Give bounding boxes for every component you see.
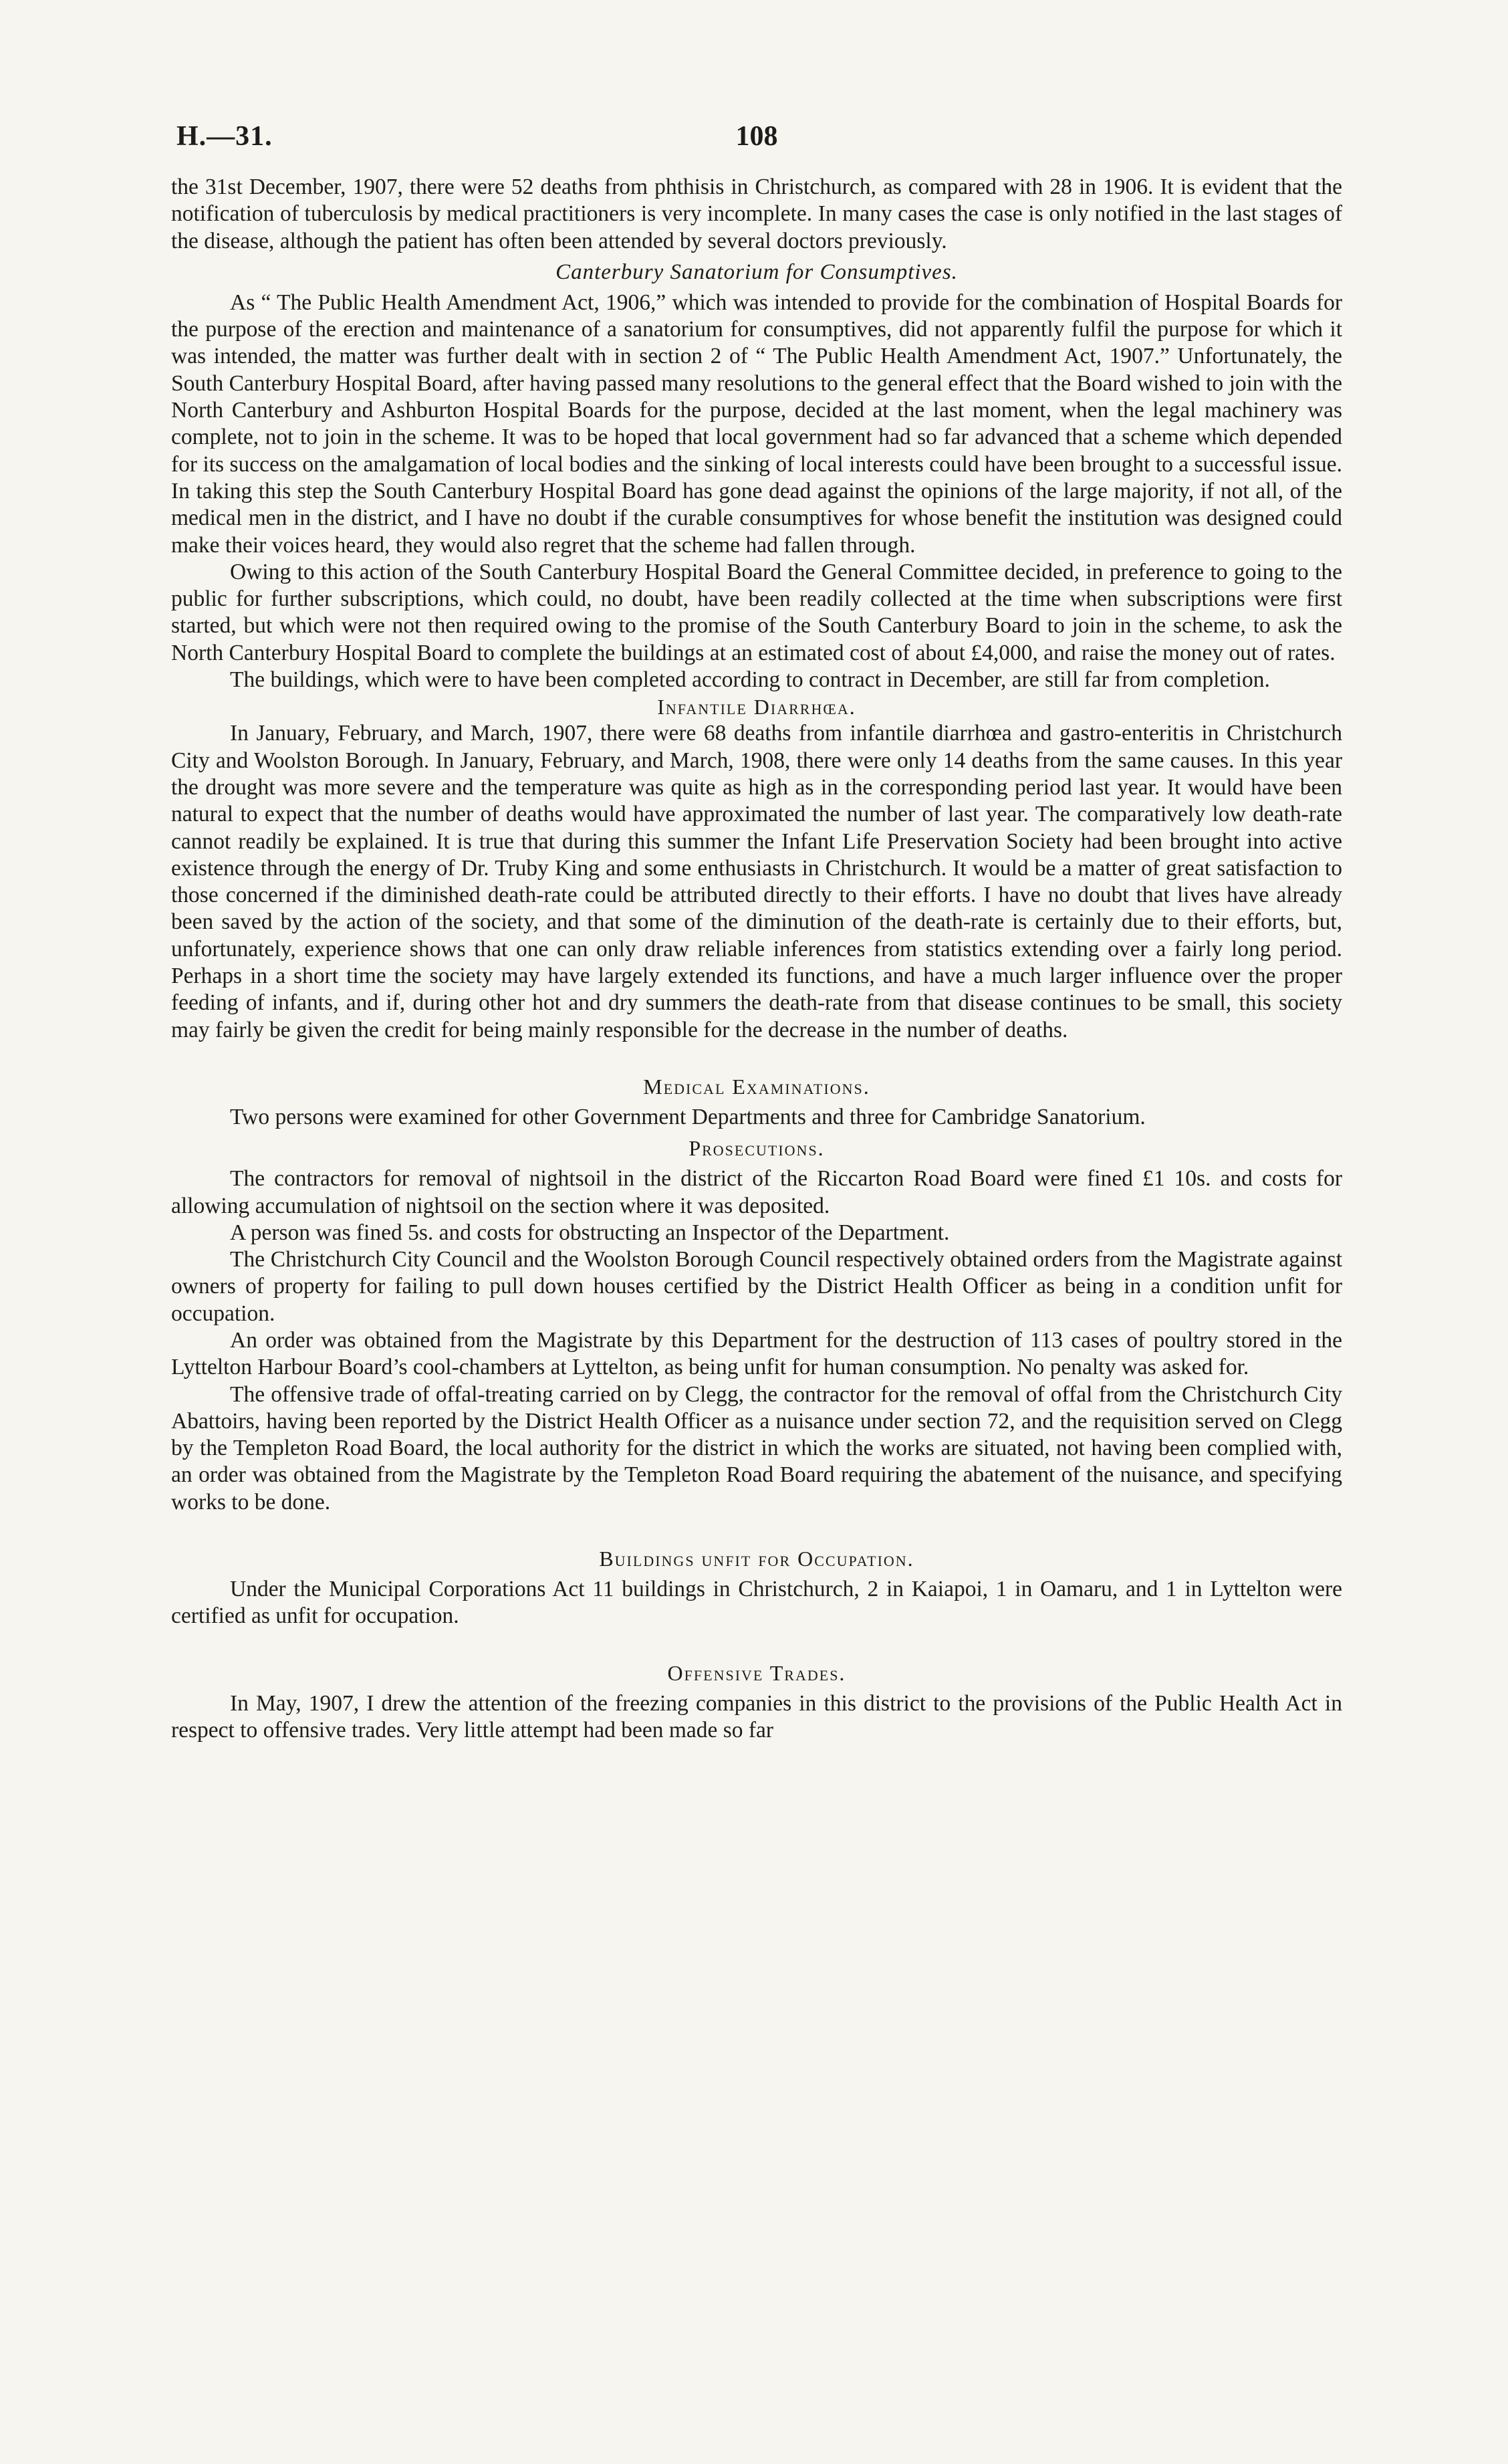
heading-prosecutions: Prosecutions. xyxy=(688,1136,825,1161)
paragraph: A person was fined 5s. and costs for obstructing an Inspector of the Department. xyxy=(230,1220,950,1245)
paragraph: As “ The Public Health Amendment Act, 1906,” which was intended to provide for the combination of Hospital Boards for the purpose of the erection and maintenance of a sanatorium for consumptives, did not apparently fulfil the purpose for which it was intended, the matter was further dealt with in section 2 of “ The Public Health Amendment Act, 1907.” Unfortunately, the South Canterbury Hospital Board, after having passed many resolutions to the general effect that the Board wished to join with the North Canterbury and Ashburton Hospital Boards for the purpose, decided at the last moment, when the legal machinery was complete, not to join in the scheme. It was to be hoped that local government had so far advanced that a scheme which depended for its success on the amalgamation of local bodies and the sinking of local interests could have been brought to a successful issue. In taking this step the South Canterbury Hospital Board has gone dead against the opinions of the large majority, if not all, of the medical men in the district, and I have no doubt if the curable consumptives for whose benefit the institution was designed could make their voices heard, they would also regret that the scheme had fallen through. xyxy=(171,290,1342,558)
paragraph: Owing to this action of the South Canterbury Hospital Board the General Committee decided, in preference to going to the public for further subscriptions, which could, no doubt, have been readily collected at the time when subscriptions were first started, but which were not then required owing to the promise of the South Canterbury Board to join in the scheme, to ask the North Canterbury Hospital Board to complete the buildings at an estimated cost of about £4,000, and raise the money out of rates. xyxy=(171,559,1342,665)
paragraph: The contractors for removal of nightsoil in the district of the Riccarton Road Board were fined £1 10s. and costs for allowing accumulation of nightsoil on the section where it was deposited. xyxy=(171,1166,1342,1218)
document-reference: H.—31. xyxy=(176,121,273,152)
paragraph: The buildings, which were to have been completed according to contract in December, are still far from completion. xyxy=(230,667,1270,693)
intro-paragraph: the 31st December, 1907, there were 52 deaths from phthisis in Christchurch, as compared with 28 in 1906. It is evident that the notification of tuberculosis by medical practitioners is very incomplete. In many cases the case is only notified in the last stages of the disease, although the patient has often been attended by several doctors previously. xyxy=(171,175,1342,253)
heading-infantile-diarrhoea: Infantile Diarrhœa. xyxy=(657,695,856,719)
heading-medical-examinations: Medical Examinations. xyxy=(643,1074,870,1099)
paragraph: In January, February, and March, 1907, there were 68 deaths from infantile diarrhœa and gastro-enteritis in Christchurch City and Woolston Borough. In January, February, and March, 1908, there were only 14 deaths from the same causes. In this year the drought was more severe and the temperature was quite as high as in the corresponding period last year. It would have been natural to expect that the number of deaths would have approximated the number of last year. The comparatively low death-rate cannot readily be explained. It is true that during this summer the Infant Life Preservation Society had been brought into active existence through the energy of Dr. Truby King and some enthusiasts in Christchurch. It would be a matter of great satisfaction to those concerned if the diminished death-rate could be attributed directly to their efforts. I have no doubt that lives have already been saved by the action of the society, and that some of the diminution of the death-rate is certainly due to their efforts, but, unfortunately, experience shows that one can only draw reliable inferences from statistics extending over a fairly long period. Perhaps in a short time the society may have largely extended its functions, and have a much larger influence over the proper feeding of infants, and if, during other hot and dry summers the death-rate from that disease continues to be small, this society may fairly be given the credit for being mainly responsible for the decrease in the number of deaths. xyxy=(171,721,1342,1042)
heading-buildings-unfit: Buildings unfit for Occupation. xyxy=(599,1547,914,1571)
document-page xyxy=(171,120,1342,1744)
page-number: 108 xyxy=(735,121,778,152)
paragraph: Under the Municipal Corporations Act 11 buildings in Christchurch, 2 in Kaiapoi, 1 in Oamaru, and 1 in Lyttelton were certified as unfit for occupation. xyxy=(171,1577,1342,1629)
heading-sanatorium: Canterbury Sanatorium for Consumptives. xyxy=(555,259,958,284)
paragraph: Two persons were examined for other Government Departments and three for Cambridge Sanatorium. xyxy=(230,1104,1146,1129)
page-header xyxy=(171,120,1342,174)
heading-offensive-trades: Offensive Trades. xyxy=(667,1660,846,1685)
paragraph: An order was obtained from the Magistrate by this Department for the destruction of 113 cases of poultry stored in the Lyttelton Harbour Board’s cool-chambers at Lyttelton, as being unfit for human consumption. No penalty was asked for. xyxy=(171,1327,1342,1380)
paragraph: The Christchurch City Council and the Woolston Borough Council respectively obtained orders from the Magistrate against owners of property for failing to pull down houses certified by the District Health Officer as being in a condition unfit for occupation. xyxy=(171,1247,1342,1326)
paragraph: In May, 1907, I drew the attention of the freezing companies in this district to the provisions of the Public Health Act in respect to offensive trades. Very little attempt had been made so far xyxy=(171,1690,1342,1743)
paragraph: The offensive trade of offal-treating carried on by Clegg, the contractor for the removal of offal from the Christchurch City Abattoirs, having been reported by the District Health Officer as a nuisance under section 72, and the requisition served on Clegg by the Templeton Road Board, the local authority for the district in which the works are situated, not having been complied with, an order was obtained from the Magistrate by the Templeton Road Board requiring the abatement of the nuisance, and specifying works to be done. xyxy=(171,1381,1342,1515)
